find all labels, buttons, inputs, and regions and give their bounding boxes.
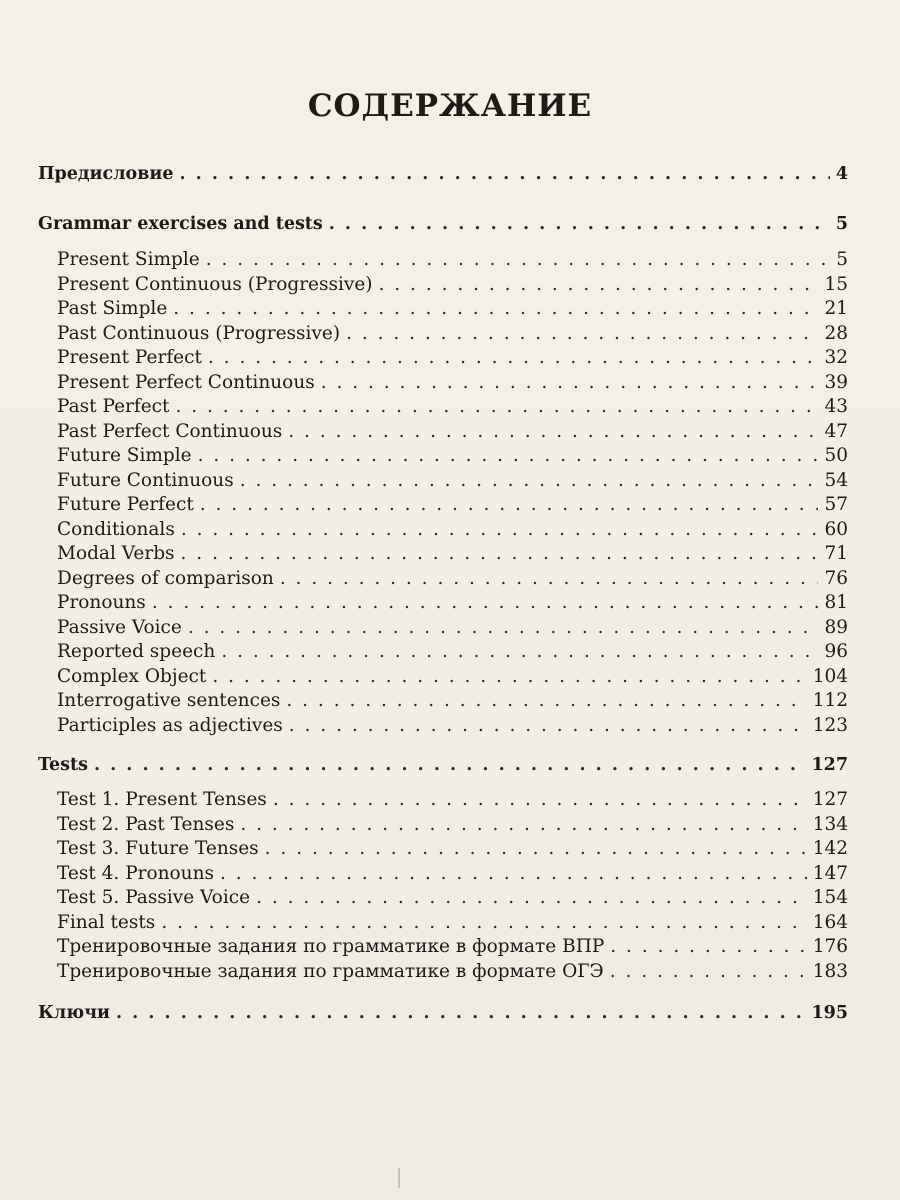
dot-leader	[161, 911, 806, 935]
dot-leader	[321, 371, 819, 395]
toc-entry-label: Degrees of comparison	[57, 567, 274, 589]
toc-entry	[57, 248, 848, 272]
toc-entry-label: Future Simple	[57, 445, 192, 466]
toc-entry	[57, 960, 848, 984]
dot-leader	[610, 935, 806, 959]
toc-entry-label: Final tests	[57, 911, 156, 933]
toc-entry	[57, 640, 848, 664]
toc-entry-page: 147	[812, 862, 848, 884]
toc-entry	[57, 616, 848, 640]
dot-leader	[181, 542, 819, 566]
toc-entry-label: Passive Voice	[57, 616, 182, 638]
toc-entry-page: 28	[824, 322, 848, 344]
toc-entry-page: 127	[811, 755, 848, 775]
dot-leader	[289, 714, 807, 738]
toc-entry	[57, 911, 848, 935]
dot-leader	[256, 886, 807, 910]
toc-entry-label: Present Continuous (Progressive)	[57, 273, 373, 295]
toc-entry	[57, 420, 848, 444]
toc-entry	[57, 395, 848, 419]
toc-entry	[57, 567, 848, 591]
dot-leader	[198, 444, 819, 468]
toc-entry	[57, 813, 848, 837]
toc-entry-label: Test 4. Pronouns	[57, 862, 214, 884]
toc-entry-label: Past Perfect	[57, 396, 170, 417]
dot-leader	[206, 248, 830, 272]
dot-leader	[116, 1001, 805, 1025]
toc-entry-page: 47	[824, 420, 848, 442]
toc-entry-label: Ключи	[38, 1003, 110, 1023]
toc-entry-label: Предисловие	[38, 164, 174, 184]
page-edge-mark	[398, 1168, 400, 1188]
toc-entry	[57, 886, 848, 910]
toc-entry	[57, 714, 848, 738]
toc-entry-label: Test 3. Future Tenses	[57, 838, 259, 859]
dot-leader	[208, 346, 819, 370]
dot-leader	[610, 960, 807, 984]
toc-entry-page: 104	[812, 665, 848, 687]
toc-entry-page: 43	[824, 396, 848, 417]
dot-leader	[179, 162, 829, 186]
toc-entry-page: 134	[812, 813, 848, 835]
toc-entry-label: Participles as adjectives	[57, 714, 283, 736]
toc-entry-label: Grammar exercises and tests	[38, 214, 323, 234]
toc-entry-label: Interrogative sentences	[57, 690, 281, 711]
toc-entry-page: 176	[812, 936, 848, 957]
toc-entry-page: 5	[836, 249, 848, 270]
toc-entry-label: Present Perfect	[57, 347, 202, 368]
dot-leader	[346, 322, 818, 346]
toc-entry-label: Complex Object	[57, 665, 207, 687]
dot-leader	[94, 753, 806, 777]
toc-entry	[57, 444, 848, 468]
toc-entry-page: 4	[835, 164, 848, 184]
toc-entry-label: Past Simple	[57, 298, 168, 319]
toc-entry	[57, 371, 848, 395]
dot-leader	[288, 420, 818, 444]
toc-entry-label: Тренировочные задания по грамматике в формате ОГЭ	[57, 960, 604, 982]
dot-leader	[265, 837, 807, 861]
dot-leader	[220, 862, 807, 886]
toc-entry-label: Tests	[38, 755, 88, 775]
toc-entry	[57, 837, 848, 861]
toc-entry-label: Present Simple	[57, 249, 200, 270]
dot-leader	[181, 518, 819, 542]
toc-entry	[57, 346, 848, 370]
toc-entry-page: 81	[824, 592, 848, 613]
dot-leader	[212, 665, 806, 689]
toc-entry-label: Test 2. Past Tenses	[57, 813, 235, 835]
toc-entry-label: Test 5. Passive Voice	[57, 887, 251, 908]
toc-entry-label: Future Continuous	[57, 469, 234, 491]
toc-entry	[57, 273, 848, 297]
toc-entry-label: Present Perfect Continuous	[57, 371, 315, 393]
toc-entry	[57, 862, 848, 886]
dot-leader	[280, 567, 819, 591]
dot-leader	[173, 297, 818, 321]
toc-entry-label: Past Continuous (Progressive)	[57, 322, 341, 344]
toc-entry-page: 5	[835, 214, 848, 234]
toc-entry-page: 142	[812, 838, 848, 859]
toc-entry-preface	[38, 162, 848, 186]
toc-entry-label: Тренировочные задания по грамматике в формате ВПР	[57, 936, 605, 957]
toc-entry-label: Modal Verbs	[57, 543, 175, 564]
toc-entry-page: 195	[811, 1003, 848, 1023]
dot-leader	[152, 591, 819, 615]
toc-entry-page: 96	[824, 641, 848, 662]
toc-entry	[57, 689, 848, 713]
toc-entry-page: 112	[812, 690, 848, 711]
toc-entry-tests	[38, 753, 848, 777]
toc-entry	[57, 935, 848, 959]
toc-entry	[57, 518, 848, 542]
toc-entry-label: Future Perfect	[57, 494, 194, 515]
toc-entry-label: Conditionals	[57, 518, 175, 540]
toc-entry-page: 76	[824, 567, 848, 589]
toc-entry	[57, 469, 848, 493]
dot-leader	[175, 395, 818, 419]
toc-entry-label: Reported speech	[57, 641, 216, 662]
dot-leader	[240, 469, 819, 493]
dot-leader	[240, 813, 806, 837]
toc-entry-label: Test 1. Present Tenses	[57, 789, 267, 810]
toc-entry	[57, 297, 848, 321]
toc-entry-page: 183	[812, 960, 848, 982]
dot-leader	[188, 616, 819, 640]
toc-entry-page: 21	[824, 298, 848, 319]
dot-leader	[286, 689, 806, 713]
toc-entry	[57, 493, 848, 517]
toc-entry-answer-keys	[38, 1001, 848, 1025]
dot-leader	[273, 788, 807, 812]
toc-entry	[57, 542, 848, 566]
toc-entry-page: 57	[824, 494, 848, 515]
toc-entry	[57, 591, 848, 615]
toc-entry-page: 60	[824, 518, 848, 540]
toc-entry-page: 32	[824, 347, 848, 368]
toc-entry-page: 154	[812, 887, 848, 908]
toc-entry-page: 123	[812, 714, 848, 736]
toc-entry-page: 15	[824, 273, 848, 295]
toc-entry-page: 89	[824, 616, 848, 638]
dot-leader	[221, 640, 818, 664]
toc-entry-label: Past Perfect Continuous	[57, 420, 283, 442]
toc-entry	[57, 788, 848, 812]
toc-entry-page: 50	[824, 445, 848, 466]
toc-entry-page: 54	[824, 469, 848, 491]
page-title: СОДЕРЖАНИЕ	[307, 88, 593, 124]
toc-entry-page: 71	[824, 543, 848, 564]
dot-leader	[329, 212, 830, 236]
toc-entry-page: 164	[812, 911, 848, 933]
dot-leader	[200, 493, 819, 517]
toc-entry-grammar-exercises	[38, 212, 848, 236]
toc-entry	[57, 665, 848, 689]
dot-leader	[379, 273, 819, 297]
toc-entry-page: 39	[824, 371, 848, 393]
toc-entry-label: Pronouns	[57, 592, 146, 613]
toc-entry	[57, 322, 848, 346]
toc-entry-page: 127	[812, 789, 848, 810]
